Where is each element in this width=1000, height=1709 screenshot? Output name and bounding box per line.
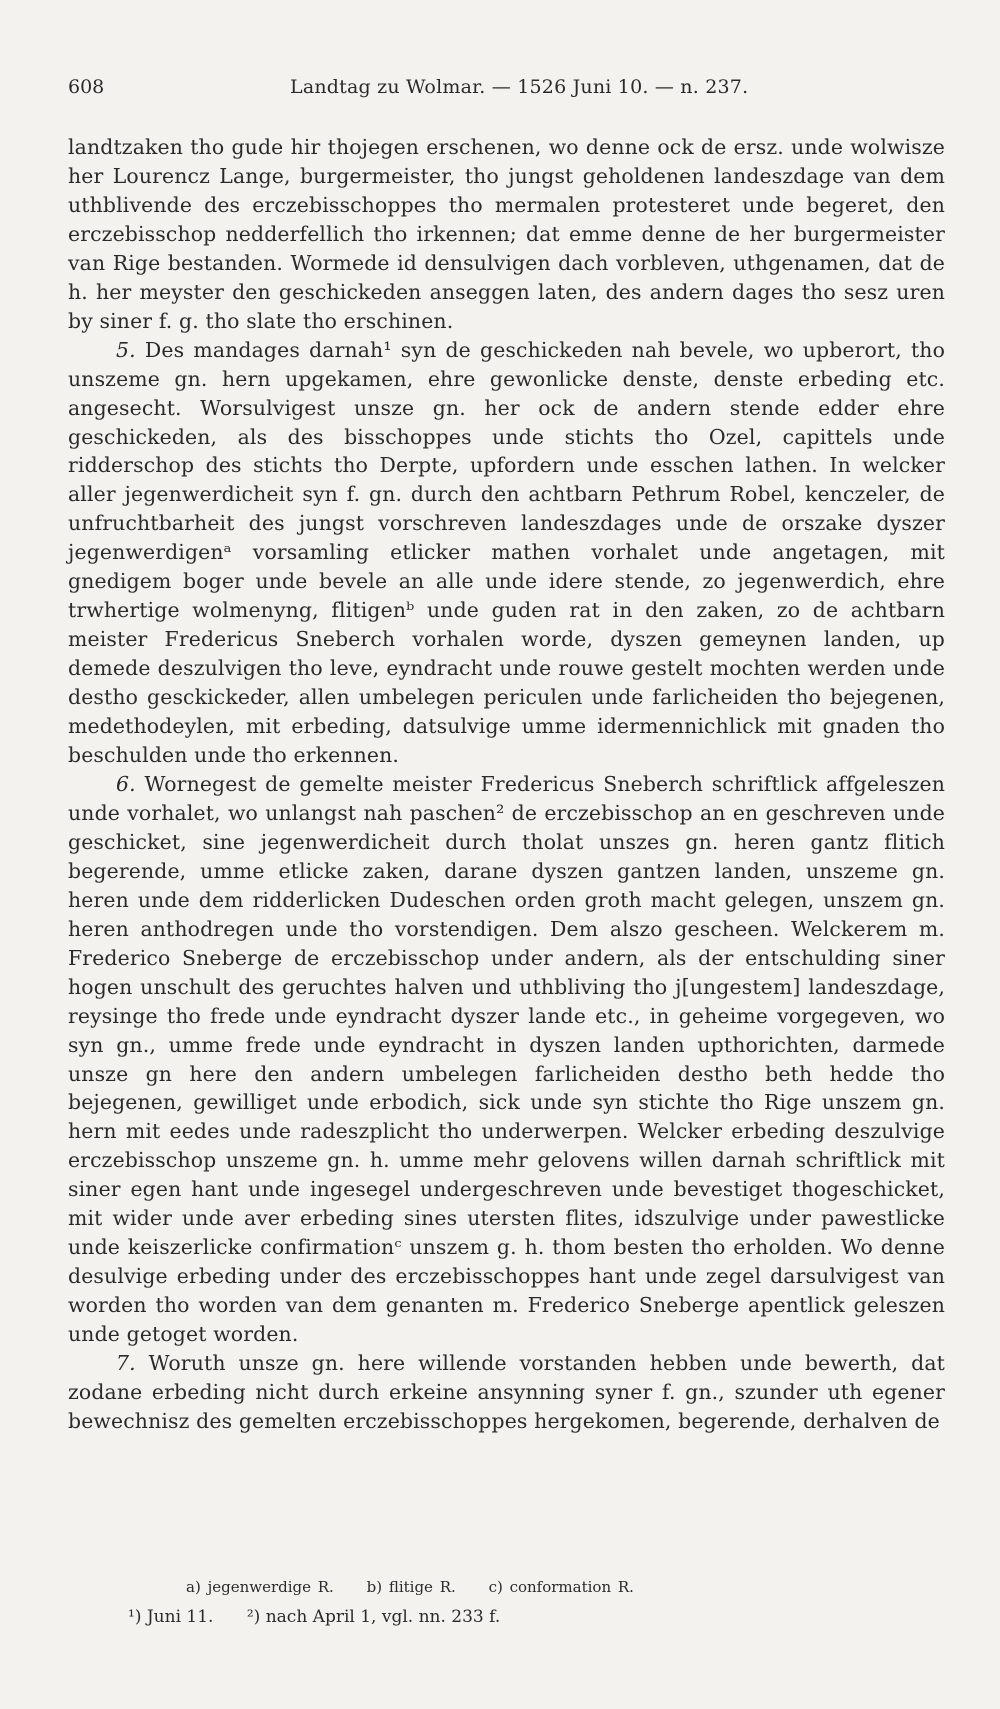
footnote-variant-c: c) conformation R. (488, 1578, 634, 1596)
paragraph-number: 7. (116, 1351, 136, 1376)
paragraph-number: 5. (116, 337, 136, 362)
paragraph-7 (68, 1349, 945, 1436)
footnote-variants (186, 1576, 660, 1598)
footnote-variant-a: a) jegenwerdige R. (186, 1578, 334, 1596)
paragraph-number: 6. (116, 771, 136, 796)
page-number: 608 (68, 76, 105, 98)
footnote-variant-b: b) flitige R. (366, 1578, 456, 1596)
paragraph-text: Des mandages darnah¹ syn de geschickeden nah bevele, wo upberort, tho unszeme gn. hern upgekamen, ehre gewonlicke denste, denste erbeding etc. angesecht. Worsulvigest unsze gn. her ock de andern stende edder ehre geschickeden, als des bisschoppes unde stichts tho Ozel, capittels unde ridderschop des stichts tho Derpte, upfordern unde esschen lathen. In welcker aller jegenwerdicheit syn f. gn. durch den achtbarn Pethrum Robel, kenczeler, de unfruchtbarheit des jungst vorschreven landeszdages unde de orszake dyszer jegenwerdigenᵃ vorsamling etlicker mathen vorhalet unde angetagen, mit gnedigem boger unde bevele an alle unde idere stende, zo jegenwerdich, ehre trwhertige wolmenyng, flitigenᵇ unde guden rat in den zaken, zo de achtbarn meister Fredericus Sneberch vorhalen worde, dyszen gemeynen landen, up demede deszulvigen tho leve, eyndracht unde rouwe gestelt mochten werden unde destho gesckickeder, allen umbelegen periculen unde farlicheiden tho bejegenen, medethodeylen, mit erbeding, datsulvige umme idermennichlick mit gnaden tho beschulden unde tho erkennen. (68, 337, 945, 768)
page-header (68, 76, 888, 106)
body-text (68, 133, 945, 1436)
paragraph-5 (68, 336, 945, 770)
paragraph-text: Wornegest de gemelte meister Fredericus Sneberch schriftlick affgeleszen unde vorhalet, wo unlangst nah paschen² de erczebisschop an en geschreven unde geschicket, sine jegenwerdicheit durch tholat unszes gn. heren gantz flitich begerende, umme etlicke zaken, darane dyszen gantzen landen, unszeme gn. heren unde dem ridderlicken Dudeschen orden groth macht gelegen, unszem gn. heren anthodregen unde tho vorstendigen. Dem alszo gescheen. Welckerem m. Frederico Sneberge de erczebisschop under andern, als der entschulding siner hogen unschult des geruchtes halven und uthbliving tho j[ungestem] landeszdage, reysinge tho frede unde eyndracht dyszer lande etc., in geheime vorgegeven, wo syn gn., umme frede unde eyndracht in dyszen landen upthorichten, darmede unsze gn here den andern umbelegen farlicheiden destho beth hedde tho bejegenen, gewilliget unde erbodich, sick unde syn stichte tho Rige unszem gn. hern mit eedes unde radeszplicht tho underwerpen. Welcker erbeding deszulvige erczebisschop unszeme gn. h. umme mehr gelovens willen darnah schriftlick mit siner egen hant unde ingesegel undergeschreven unde bevestiget thogeschicket, mit wider unde aver erbeding sines utersten flites, idszulvige under pawestlicke unde keiszerlicke confirmationᶜ unszem g. h. thom besten tho erholden. Wo denne desulvige erbeding under des erczebisschoppes hant unde zegel darsulvigest van worden tho worden van dem genanten m. Frederico Sneberge apentlick geleszen unde getoget worden. (68, 771, 946, 1347)
paragraph-text: landtzaken tho gude hir thojegen erschenen, wo denne ock de ersz. unde wolwisze her Lourencz Lange, burgermeister, tho jungst geholdenen landeszdage van dem uthblivende des erczebisschoppes tho mermalen protesteret unde begeret, den erczebisschop nedderfellich tho irkennen; dat emme denne de her burgermeister van Rige bestanden. Wormede id densulvigen dach vorbleven, uthgenamen, dat de h. her meyster den geschickeden anseggen laten, des andern dages tho sesz uren by siner f. g. tho slate tho erschinen. (68, 135, 945, 333)
footnote-notes (128, 1606, 528, 1628)
footnote-1: ¹) Juni 11. (128, 1607, 214, 1627)
paragraph-6 (68, 770, 945, 1349)
paragraph-continuation (68, 133, 945, 336)
footnote-2: ²) nach April 1, vgl. nn. 233 f. (246, 1607, 501, 1627)
running-head: Landtag zu Wolmar. — 1526 Juni 10. — n. 237. (290, 76, 749, 98)
paragraph-text: Woruth unsze gn. here willende vorstanden hebben unde bewerth, dat zodane erbeding nicht durch erkeine ansynning syner f. gn., szunder uth egener bewechnisz des gemelten erczebisschoppes hergekomen, begerende, derhalven de (68, 1351, 945, 1433)
